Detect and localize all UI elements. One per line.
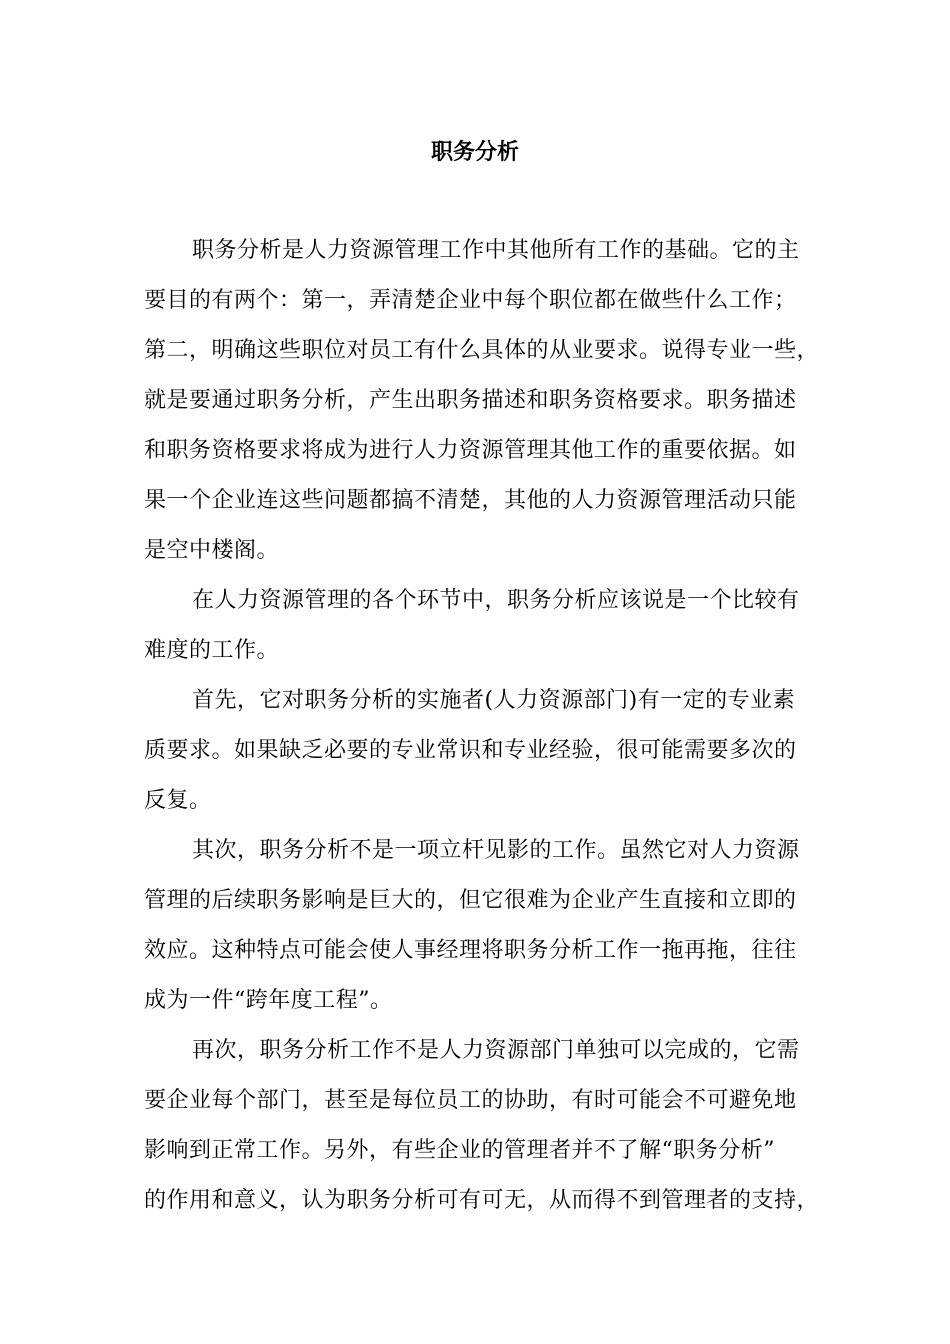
text-line: 是空中楼阁。 [144, 538, 280, 563]
text-line: 成为一件“跨年度工程”。 [144, 988, 393, 1013]
text-line: 管理的后续职务影响是巨大的，但它很难为企业产生直接和立即的 [144, 888, 797, 913]
text-line: 影响到正常工作。另外，有些企业的管理者并不了解“职务分析” [144, 1138, 775, 1163]
text-line: 难度的工作。 [144, 638, 280, 663]
text-line: 和职务资格要求将成为进行人力资源管理其他工作的重要依据。如 [144, 438, 797, 463]
text-line: 就是要通过职务分析，产生出职务描述和职务资格要求。职务描述 [144, 388, 797, 413]
text-line: 其次，职务分析不是一项立杆见影的工作。虽然它对人力资源 [192, 838, 800, 863]
text-line: 在人力资源管理的各个环节中，职务分析应该说是一个比较有 [192, 588, 800, 613]
document-body [144, 233, 824, 1233]
text-line: 效应。这种特点可能会使人事经理将职务分析工作一拖再拖，往往 [144, 938, 797, 963]
text-line: 要企业每个部门，甚至是每位员工的协助，有时可能会不可避免地 [144, 1088, 797, 1113]
text-line: 职务分析是人力资源管理工作中其他所有工作的基础。它的主 [192, 238, 800, 263]
text-line: 果一个企业连这些问题都搞不清楚，其他的人力资源管理活动只能 [144, 488, 797, 513]
text-line: 质要求。如果缺乏必要的专业常识和专业经验，很可能需要多次的 [144, 738, 797, 763]
text-line: 要目的有两个：第一，弄清楚企业中每个职位都在做些什么工作； [144, 288, 797, 313]
document-title: 职务分析 [430, 139, 519, 165]
text-line: 第二，明确这些职位对员工有什么具体的从业要求。说得专业一些， [144, 338, 820, 363]
text-line: 首先，它对职务分析的实施者(人力资源部门)有一定的专业素 [192, 688, 796, 713]
text-line: 再次，职务分析工作不是人力资源部门单独可以完成的，它需 [192, 1038, 800, 1063]
text-line: 的作用和意义，认为职务分析可有可无，从而得不到管理者的支持， [144, 1188, 820, 1213]
text-line: 反复。 [144, 788, 212, 813]
